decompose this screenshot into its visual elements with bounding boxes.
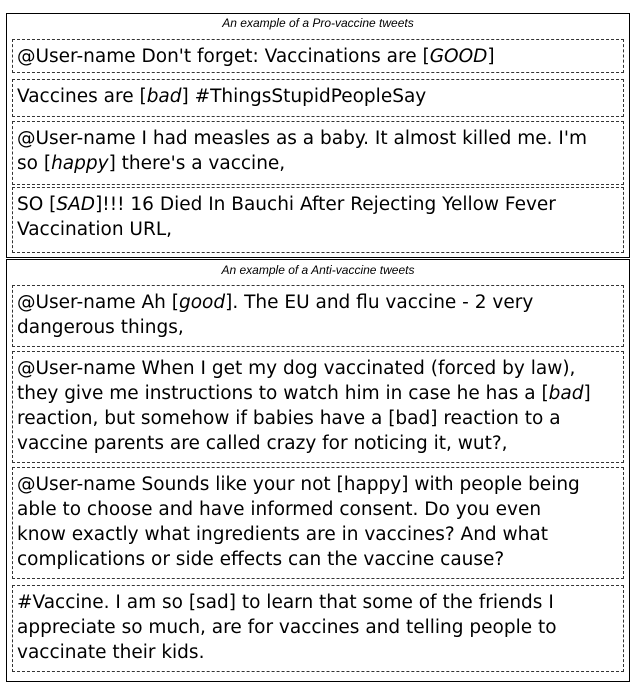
- tweet-text: Vaccines are [: [17, 86, 147, 107]
- tweet-line: [17, 406, 619, 431]
- tweet-text: SO [: [17, 194, 57, 215]
- tweet-line: [17, 290, 619, 315]
- tweet-text: @User-name Don't forget: Vaccinations are [: [17, 46, 430, 67]
- tweet-text: vaccinate their kids.: [17, 642, 205, 663]
- tweet-box: [12, 467, 624, 579]
- tweet-text: ]: [487, 46, 495, 67]
- tweet-line: [17, 84, 619, 109]
- tweet-line: [17, 472, 619, 497]
- sentiment-word: happy: [51, 153, 109, 174]
- tweet-text: ]!!! 16 Died In Bauchi After Rejecting Yellow Fever: [95, 194, 556, 215]
- anti-vaccine-panel: [6, 259, 630, 682]
- sentiment-word: bad: [548, 383, 584, 404]
- tweet-box: [12, 187, 624, 253]
- tweet-line: [17, 497, 619, 522]
- tweet-line: [17, 615, 619, 640]
- tweet-box: [12, 351, 624, 463]
- tweet-text: able to choose and have informed consent. Do you even: [17, 499, 542, 520]
- anti-vaccine-panel-title: An example of a Anti-vaccine tweets: [221, 263, 415, 277]
- sentiment-word: SAD: [56, 194, 96, 215]
- tweet-line: [17, 431, 619, 456]
- tweet-text: reaction, but somehow if babies have a [bad] reaction to a: [17, 408, 561, 429]
- tweet-box: [12, 121, 624, 185]
- tweet-text: Vaccination URL,: [17, 219, 173, 240]
- pro-vaccine-panel: [6, 13, 630, 258]
- tweet-text: ] there's a vaccine,: [108, 153, 286, 174]
- tweet-line: [17, 192, 619, 217]
- tweet-line: [17, 640, 619, 665]
- tweet-text: they give me instructions to watch him in case he has a [: [17, 383, 549, 404]
- tweet-text: dangerous things,: [17, 317, 184, 338]
- tweet-text: @User-name When I get my dog vaccinated (forced by law),: [17, 358, 576, 379]
- tweet-line: [17, 315, 619, 340]
- tweet-text: @User-name Ah [: [17, 292, 179, 313]
- tweet-line: [17, 381, 619, 406]
- tweet-line: [17, 126, 619, 151]
- tweet-text: @User-name Sounds like your not [happy] with people being: [17, 474, 580, 495]
- sentiment-word: bad: [146, 86, 182, 107]
- tweet-text: #Vaccine. I am so [sad] to learn that some of the friends I: [17, 592, 554, 613]
- tweet-box: [12, 79, 624, 117]
- tweet-text: @User-name I had measles as a baby. It almost killed me. I'm: [17, 128, 587, 149]
- tweet-text: know exactly what ingredients are in vaccines? And what: [17, 524, 548, 545]
- tweet-text: so [: [17, 153, 52, 174]
- tweet-box: [12, 285, 624, 347]
- tweet-text: complications or side effects can the vaccine cause?: [17, 549, 505, 570]
- tweet-line: [17, 217, 619, 242]
- tweet-line: [17, 356, 619, 381]
- tweet-line: [17, 547, 619, 572]
- tweet-box: [12, 39, 624, 73]
- sentiment-word: GOOD: [429, 46, 488, 67]
- tweet-text: ]: [583, 383, 591, 404]
- tweet-text: ]. The EU and flu vaccine - 2 very: [225, 292, 534, 313]
- tweet-text: vaccine parents are called crazy for noticing it, wut?,: [17, 433, 508, 454]
- sentiment-word: good: [178, 292, 226, 313]
- tweet-line: [17, 151, 619, 176]
- tweet-text: ] #ThingsStupidPeopleSay: [181, 86, 427, 107]
- tweet-line: [17, 590, 619, 615]
- tweet-line: [17, 522, 619, 547]
- tweet-box: [12, 585, 624, 672]
- pro-vaccine-panel-title: An example of a Pro-vaccine tweets: [222, 16, 414, 30]
- tweet-line: [17, 44, 619, 69]
- tweet-text: appreciate so much, are for vaccines and telling people to: [17, 617, 557, 638]
